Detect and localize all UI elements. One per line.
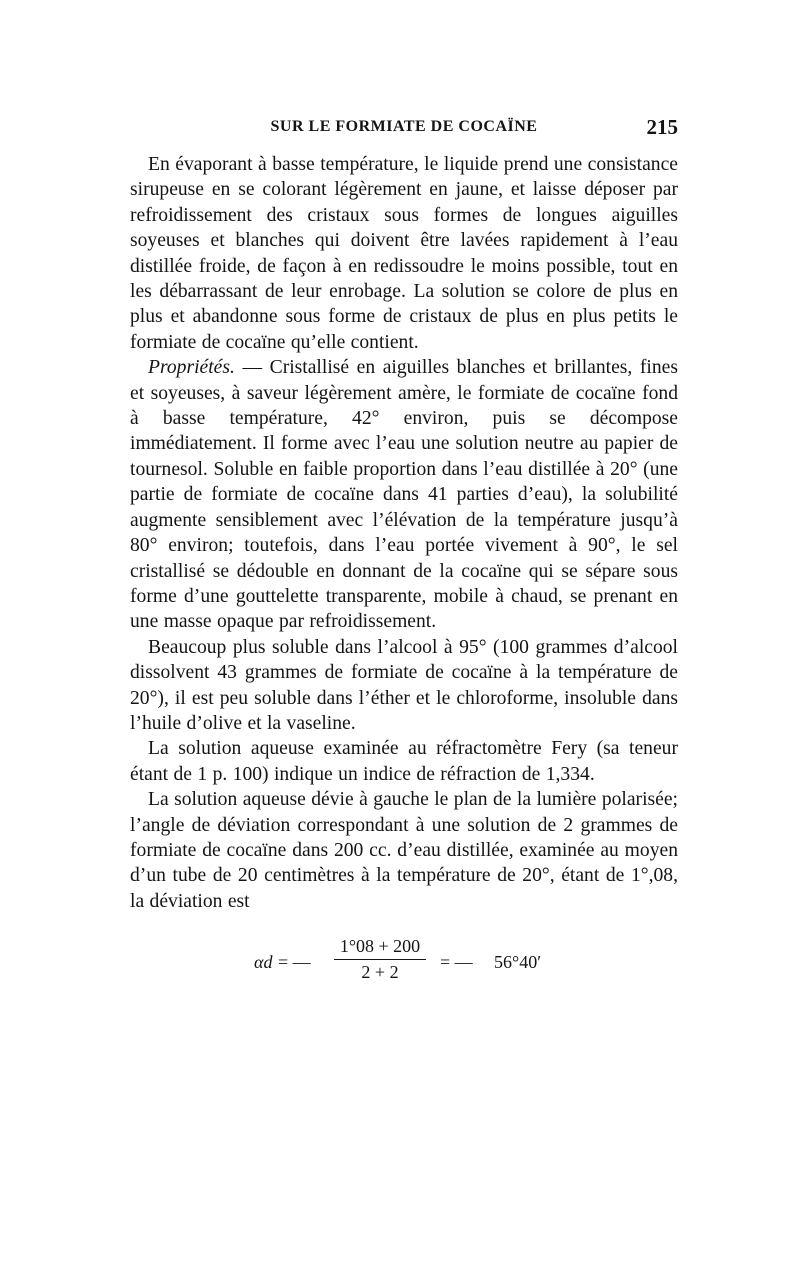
- book-page: [130, 115, 678, 996]
- rotation-formula: [130, 936, 678, 996]
- paragraph-text: Beaucoup plus soluble dans l’alcool à 95° (100 grammes d’alcool dissolvent 43 grammes de formiate de cocaïne à la température de 20°), il est peu soluble dans l’éther et le chloroforme, insoluble dans l’huile d’olive et la vaseline.: [130, 636, 678, 734]
- formula-lhs: αd: [254, 952, 273, 973]
- running-title: SUR LE FORMIATE DE COCAÏNE: [270, 118, 538, 135]
- formula-numerator: 1°08 + 200: [334, 936, 426, 960]
- paragraph-text: La solution aqueuse examinée au réfractomètre Fery (sa teneur étant de 1 p. 100) indique un indice de réfraction de 1,334.: [130, 738, 678, 785]
- paragraph-evaporation: [130, 152, 678, 355]
- paragraph-refractometer: [130, 736, 678, 787]
- paragraph-text: En évaporant à basse température, le liquide prend une consistance sirupeuse en se colorant légèrement en jaune, et laisse déposer par refroidissement des cristaux sous formes de longues aiguilles soyeuses et blanches qui doivent être lavées rapidement à l’eau distillée froide, de façon à en redissoudre le moins possible, tout en les débarrassant de leur enrobage. La solution se colore de plus en plus et abandonne sous forme de cristaux de plus en plus petits le formiate de cocaïne qu’elle contient.: [130, 154, 678, 353]
- section-lead-proprietes: Propriétés.: [148, 357, 235, 379]
- paragraph-polarisation: [130, 787, 678, 914]
- formula-equals-2: = —: [440, 952, 473, 973]
- paragraph-text: La solution aqueuse dévie à gauche le plan de la lumière polarisée; l’angle de déviation correspondant à une solution de 2 grammes de formiate de cocaïne dans 200 cc. d’eau distillée, examinée au moyen d’un tube de 20 centimètres à la température de 20°, étant de 1°,08, la déviation est: [130, 789, 678, 912]
- formula-result: 56°40′: [494, 952, 542, 973]
- paragraph-proprietes: [130, 355, 678, 634]
- formula-fraction: [334, 936, 426, 983]
- paragraph-solubility-alcohol: [130, 635, 678, 737]
- page-number: 215: [646, 115, 678, 139]
- running-header: [130, 115, 678, 144]
- paragraph-text: — Cristallisé en aiguilles blanches et brillantes, fines et soyeuses, à saveur légèrement amère, le formiate de cocaïne fond à basse température, 42° environ, puis se décompose immédiatement. Il forme avec l’eau une solution neutre au papier de tournesol. Soluble en faible proportion dans l’eau distillée à 20° (une partie de formiate de cocaïne dans 41 parties d’eau), la solubilité augmente sensiblement avec l’élévation de la température jusqu’à 80° environ; toutefois, dans l’eau portée vivement à 90°, le sel cristallisé se dédouble en donnant de la cocaïne qui se sépare sous forme d’une gouttelette transparente, mobile à chaud, se prenant en une masse opaque par refroidissement.: [130, 357, 678, 633]
- formula-equals: = —: [278, 952, 311, 973]
- formula-denominator: 2 + 2: [361, 962, 399, 983]
